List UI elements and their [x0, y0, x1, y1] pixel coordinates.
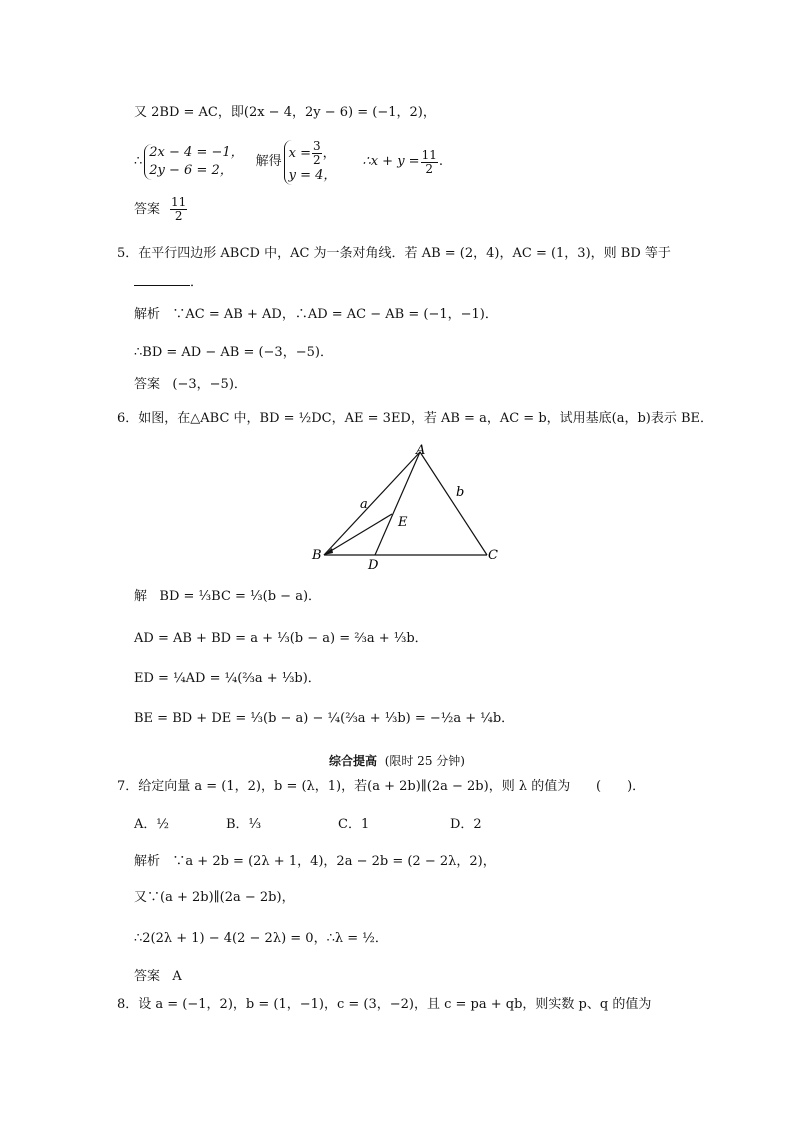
sol-x-frac: $\frac{3}{2}$ [313, 138, 321, 167]
q5-solution-1 [134, 306, 498, 324]
q6-solution-4: BE = BD + DE = ⅓(b − a) − ¼(⅔a + ⅓b) = −½a + ¼b． [134, 711, 515, 726]
option-d: D．2 [450, 817, 482, 832]
eq-2: 2y − 6 = 2， [149, 163, 233, 178]
label-vector-b: b [456, 485, 465, 500]
q7-solution-1 [134, 853, 496, 871]
q7-solution-2: 又∵(a + 2b)∥(2a − 2b)， [134, 890, 295, 905]
q7-solution-3: ∴2(2λ + 1) − 4(2 − 2λ) = 0，∴λ = ½． [134, 931, 388, 946]
q6-s1-text: BD = ⅓BC = ⅓(b − a)． [159, 589, 322, 604]
answer-4-frac: $\frac{11}{2}$ [171, 195, 187, 223]
q7-answer-value: A [172, 969, 182, 984]
q6-solution-3: ED = ¼AD = ¼(⅔a + ⅓b)． [134, 671, 321, 686]
solution-label: 解析 [134, 307, 161, 322]
option-a: A．½ [134, 817, 169, 832]
side-ab [324, 452, 420, 555]
q8-text: 8．设 a = (−1，2)，b = (1，−1)，c = (3，−2)，且 c = pa + qb，则实数 p、q 的值为 [117, 997, 652, 1012]
label-d-point: D [368, 558, 379, 573]
segment-ad [375, 452, 420, 555]
answer-label: 答案 [134, 201, 161, 217]
arrow-head [324, 548, 333, 555]
triangle-figure [300, 438, 520, 574]
equation-system-1 [144, 144, 243, 180]
line-a: 又 2BD = AC，即(2x − 4，2y − 6) = (−1，2)， [134, 105, 436, 120]
q6-solution-1 [134, 588, 321, 606]
solution-label: 解 [134, 589, 148, 604]
label-b-point: B [312, 548, 322, 563]
option-c: C．1 [338, 817, 370, 832]
sum-frac: $\frac{11}{2}$ [421, 147, 437, 176]
q7-paren: ( )． [596, 779, 646, 794]
equation-system-2: x = $\frac{3}{2}$ ， y = 4， [284, 140, 337, 185]
answer-blank [134, 273, 190, 286]
solve-label: 解得 [255, 154, 282, 169]
q7-answer [134, 968, 182, 986]
label-a-point: A [416, 443, 426, 458]
section-title: 综合提高 [329, 754, 378, 768]
q6-text: 6．如图，在△ABC 中，BD = ½DC，AE = 3ED，若 AB = a，AC = b，试用基底(a，b)表示 BE． [117, 411, 714, 426]
section-time: (限时 25 分钟) [384, 754, 465, 768]
sol-y: y = 4， [288, 167, 337, 183]
q5-text: 5．在平行四边形 ABCD 中，AC 为一条对角线．若 AB = (2，4)，AC = (1，3)，则 BD 等于 [117, 246, 671, 261]
q5-solution-2: ∴BD = AD − AB = (−3，−5)． [134, 345, 333, 360]
q6-solution-2: AD = AB + BD = a + ⅓(b − a) = ⅔a + ⅓b． [134, 631, 428, 646]
system-line: ∴ 2x − 4 = −1， 2y − 6 = 2， 解得 x = $\frac{3}{2}$ ， y = 4， ∴x + y = $\frac{11}{2}$ . [134, 138, 443, 183]
solution-label: 解析 [134, 854, 161, 869]
answer-4 [134, 196, 188, 223]
option-b: B．⅓ [226, 817, 262, 832]
answer-label: 答案 [134, 377, 161, 392]
therefore-symbol: ∴ [134, 154, 143, 169]
sol-x: x = [288, 145, 312, 161]
segment-be [324, 514, 392, 555]
q7-text: 7．给定向量 a = (1，2)，b = (λ，1)，若(a + 2b)∥(2a − 2b)，则 λ 的值为 [117, 779, 571, 794]
q5-answer-value: (−3，−5)． [172, 377, 247, 392]
label-vector-a: a [360, 497, 368, 512]
q5-blank-line: ． [134, 273, 203, 292]
section-header [0, 752, 794, 769]
side-ac [420, 452, 487, 555]
q7-s1-text: ∵a + 2b = (2λ + 1，4)，2a − 2b = (2 − 2λ，2)， [172, 854, 496, 869]
label-c-point: C [488, 548, 498, 563]
q5-answer [134, 376, 247, 394]
answer-label: 答案 [134, 969, 161, 984]
sum-expr: ∴x + y = [362, 154, 420, 169]
q5-sol1-text: ∵AC = AB + AD，∴AD = AC − AB = (−1，−1)． [172, 307, 498, 322]
label-e-point: E [398, 515, 408, 530]
eq-1: 2x − 4 = −1， [149, 145, 244, 160]
